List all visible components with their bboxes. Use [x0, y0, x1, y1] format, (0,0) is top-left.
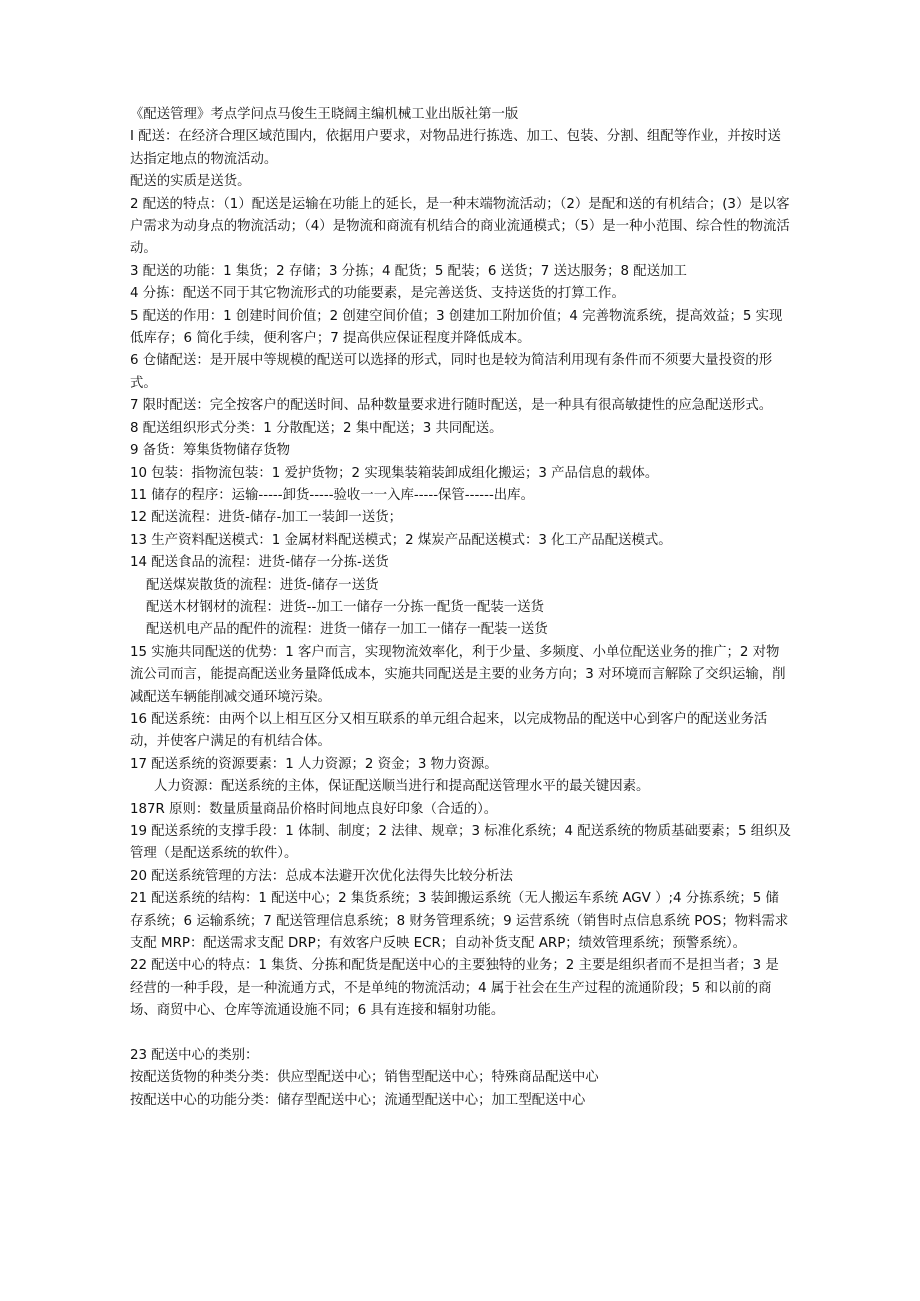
- paragraph-18-7r-principle: 187R 原则：数量质量商品价格时间地点良好印象（合适的）。: [130, 801, 498, 817]
- paragraph-6-warehouse-delivery: 6 仓储配送：是开展中等规模的配送可以选择的形式，同时也是较为简洁利用现有条件而不须要大量投资的形式。: [130, 353, 773, 391]
- paragraph-17-human-resources: 人力资源：配送系统的主体，保证配送顺当进行和提高配送管理水平的最关键因素。: [154, 779, 650, 795]
- paragraph-12-delivery-flow: 12 配送流程：进货-储存-加工一装卸一送货；: [130, 510, 402, 526]
- paragraph-11-storage-procedure: 11 储存的程序：运输-----卸货-----验收一一入库-----保管------出库。: [130, 487, 534, 503]
- paragraph-7-timed-delivery: 7 限时配送：完全按客户的配送时间、品种数量要求进行随时配送，是一种具有很高敏捷性的应急配送形式。: [130, 398, 773, 414]
- paragraph-23-by-function: 按配送中心的功能分类：储存型配送中心；流通型配送中心；加工型配送中心: [130, 1092, 586, 1108]
- paragraph-5-effects: 5 配送的作用：1 创建时间价值；2 创建空间价值；3 创建加工附加价值；4 完善物流系统，提高效益；5 实现低库存；6 简化手续，便利客户；7 提高供应保证程度并降低成本。: [130, 308, 783, 347]
- paragraph-14-timber-flow: 配送木材钢材的流程：进货--加工一储存一分拣一配货一配装一送货: [146, 599, 544, 615]
- paragraph-10-packaging: 10 包装：指物流包装：1 爱护货物；2 实现集装箱装卸成组化搬运；3 产品信息的载体。: [130, 465, 659, 481]
- paragraph-20-management-methods: 20 配送系统管理的方法：总成本法避开次优化法得失比较分析法: [130, 868, 513, 884]
- paragraph-delivery-essence: 配送的实质是送货。: [130, 174, 251, 190]
- document-title: 《配送管理》考点学问点马俊生王晓阔主编机械工业出版社第一版: [130, 107, 519, 122]
- paragraph-21-system-structure: 21 配送系统的结构：1 配送中心；2 集货系统；3 装卸搬运系统（无人搬运车系统 AGV ）;4 分拣系统；5 储存系统；6 运输系统；7 配送管理信息系统；8 财务管理系统；9 运营系统（销售时点信息系统 POS；物料需求支配 MRP：配送需求支配 DRP；有效客户反映 ECR；自动补货支配 ARP；绩效管理系统；预警系统）。: [130, 891, 789, 952]
- document-body: [130, 104, 792, 1112]
- paragraph-1-definition: I 配送：在经济合理区域范围内，依据用户要求，对物品进行拣选、加工、包装、分割、组配等作业，并按时送达指定地点的物流活动。: [130, 129, 781, 167]
- paragraph-14-electromechanical-flow: 配送机电产品的配件的流程：进货一储存一加工一储存一配装一送货: [146, 622, 548, 638]
- paragraph-3-functions: 3 配送的功能：1 集货；2 存储；3 分拣；4 配货；5 配装；6 送货；7 送达服务；8 配送加工: [130, 263, 687, 279]
- blank-line: [130, 1023, 792, 1045]
- paragraph-16-delivery-system: 16 配送系统：由两个以上相互区分又相互联系的单元组合起来，以完成物品的配送中心到客户的配送业务活动，并使客户满足的有机结合体。: [130, 711, 768, 750]
- paragraph-9-stocking: 9 备货：筹集货物储存货物: [130, 443, 291, 459]
- paragraph-14-food-flow: 14 配送食品的流程：进货-储存一分拣-送货: [130, 555, 389, 571]
- paragraph-17-resources: 17 配送系统的资源要素：1 人力资源；2 资金；3 物力资源。: [130, 756, 498, 772]
- paragraph-4-sorting: 4 分拣：配送不同于其它物流形式的功能要素，是完善送货、支持送货的打算工作。: [130, 286, 625, 302]
- paragraph-15-joint-delivery: 15 实施共同配送的优势：1 客户而言，实现物流效率化，利于少量、多频度、小单位配送业务的推广；2 对物流公司而言，能提高配送业务量降低成本，实施共同配送是主要的业务方向；3 对环境而言解除了交织运输，削减配送车辆能削减交通环境污染。: [130, 644, 786, 705]
- paragraph-22-center-features: 22 配送中心的特点：1 集货、分拣和配货是配送中心的主要独特的业务；2 主要是组织者而不是担当者；3 是经营的一种手段，是一种流通方式，不是单纯的物流活动；4 属于社会在生产过程的流通阶段；5 和以前的商场、商贸中心、仓库等流通设施不同；6 具有连接和辐射功能。: [130, 958, 779, 1019]
- paragraph-23-center-categories: 23 配送中心的类别：: [130, 1048, 259, 1064]
- paragraph-23-by-goods-type: 按配送货物的种类分类：供应型配送中心；销售型配送中心；特殊商品配送中心: [130, 1070, 599, 1086]
- paragraph-13-production-modes: 13 生产资料配送模式：1 金属材料配送模式；2 煤炭产品配送模式：3 化工产品配送模式。: [130, 532, 672, 548]
- paragraph-19-support-means: 19 配送系统的支撑手段：1 体制、制度；2 法律、规章；3 标准化系统；4 配送系统的物质基础要素；5 组织及管理（是配送系统的软件）。: [130, 824, 791, 862]
- paragraph-8-organization-forms: 8 配送组织形式分类：1 分散配送；2 集中配送；3 共同配送。: [130, 420, 503, 436]
- paragraph-2-characteristics: 2 配送的特点：（1）配送是运输在功能上的延长，是一种末端物流活动；（2）是配和送的有机结合；(3）是以客户需求为动身点的物流活动；（4）是物流和商流有机结合的商业流通模式；（5）是一种小范围、综合性的物流活动。: [130, 196, 790, 257]
- paragraph-14-coal-flow: 配送煤炭散货的流程：进货-储存一送货: [146, 577, 379, 593]
